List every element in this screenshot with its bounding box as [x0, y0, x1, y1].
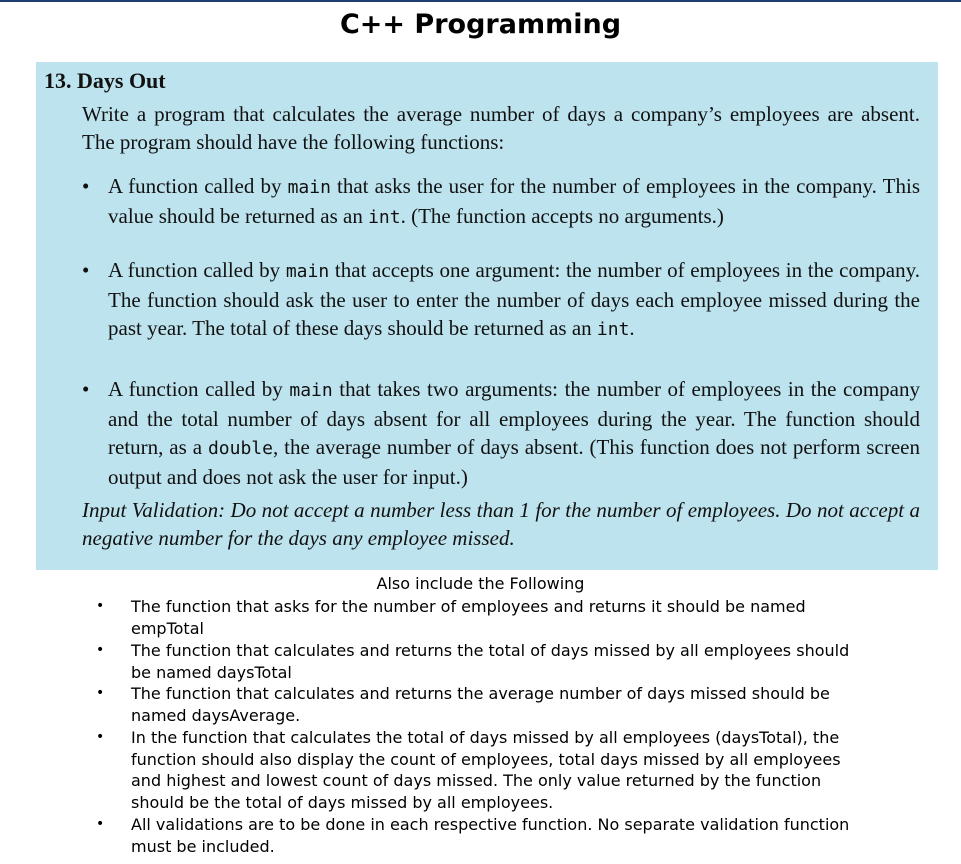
requirement-text: A function called by main that takes two arguments: the number of employees in the company and the total number of days absent for all employees during the year. The function should return, as a double, the average number of days absent. (This function does not perform screen output and does not ask the user for input.)	[108, 377, 920, 489]
requirement-item	[82, 375, 920, 491]
also-include-heading: Also include the Following	[376, 574, 585, 593]
bullet-icon: •	[96, 598, 105, 614]
bullet-icon: •	[82, 258, 90, 282]
bullet-icon: •	[96, 685, 105, 701]
top-rule	[0, 0, 961, 2]
extra-requirement-text: In the function that calculates the total of days missed by all employees (daysTotal), the function should also display the count of employees, total days missed by all employees and highest and lowest count of days missed. The only value returned by the function should be the total of days missed by all employees.	[131, 728, 841, 812]
requirement-text: A function called by main that asks the user for the number of employees in the company. This value should be returned as an int. (The function accepts no arguments.)	[108, 174, 920, 228]
bullet-icon: •	[96, 642, 105, 658]
bullet-icon: •	[96, 729, 105, 745]
bullet-icon: •	[82, 174, 90, 198]
extra-requirement-item	[96, 814, 856, 857]
requirement-item	[82, 256, 920, 344]
requirement-item	[82, 172, 920, 232]
extra-requirement-item	[96, 640, 856, 683]
problem-intro: Write a program that calculates the average number of days a company’s employees are absent. The program should have the following functions:	[82, 102, 920, 154]
extra-requirement-text: All validations are to be done in each respective function. No separate validation function must be included.	[131, 815, 850, 856]
bullet-icon: •	[82, 377, 90, 401]
extra-requirement-text: The function that calculates and returns the total of days missed by all employees should be named daysTotal	[131, 641, 850, 682]
requirement-text: A function called by main that accepts one argument: the number of employees in the company. The function should ask the user to enter the number of days each employee missed during the past year. The total of these days should be returned as an int.	[108, 258, 920, 340]
extra-requirement-item	[96, 683, 856, 726]
page-title: C++ Programming	[339, 9, 622, 40]
bullet-icon: •	[96, 816, 105, 832]
input-validation-note: Input Validation: Do not accept a number less than 1 for the number of employees. Do not accept a negative number for the days any employee missed.	[82, 498, 920, 550]
problem-heading: 13. Days Out	[44, 68, 166, 93]
extra-requirement-text: The function that asks for the number of employees and returns it should be named empTotal	[131, 597, 806, 638]
extra-requirement-item	[96, 727, 856, 813]
problem-box	[36, 62, 938, 570]
extra-requirement-item	[96, 596, 856, 639]
extra-requirement-text: The function that calculates and returns the average number of days missed should be named daysAverage.	[131, 684, 830, 725]
